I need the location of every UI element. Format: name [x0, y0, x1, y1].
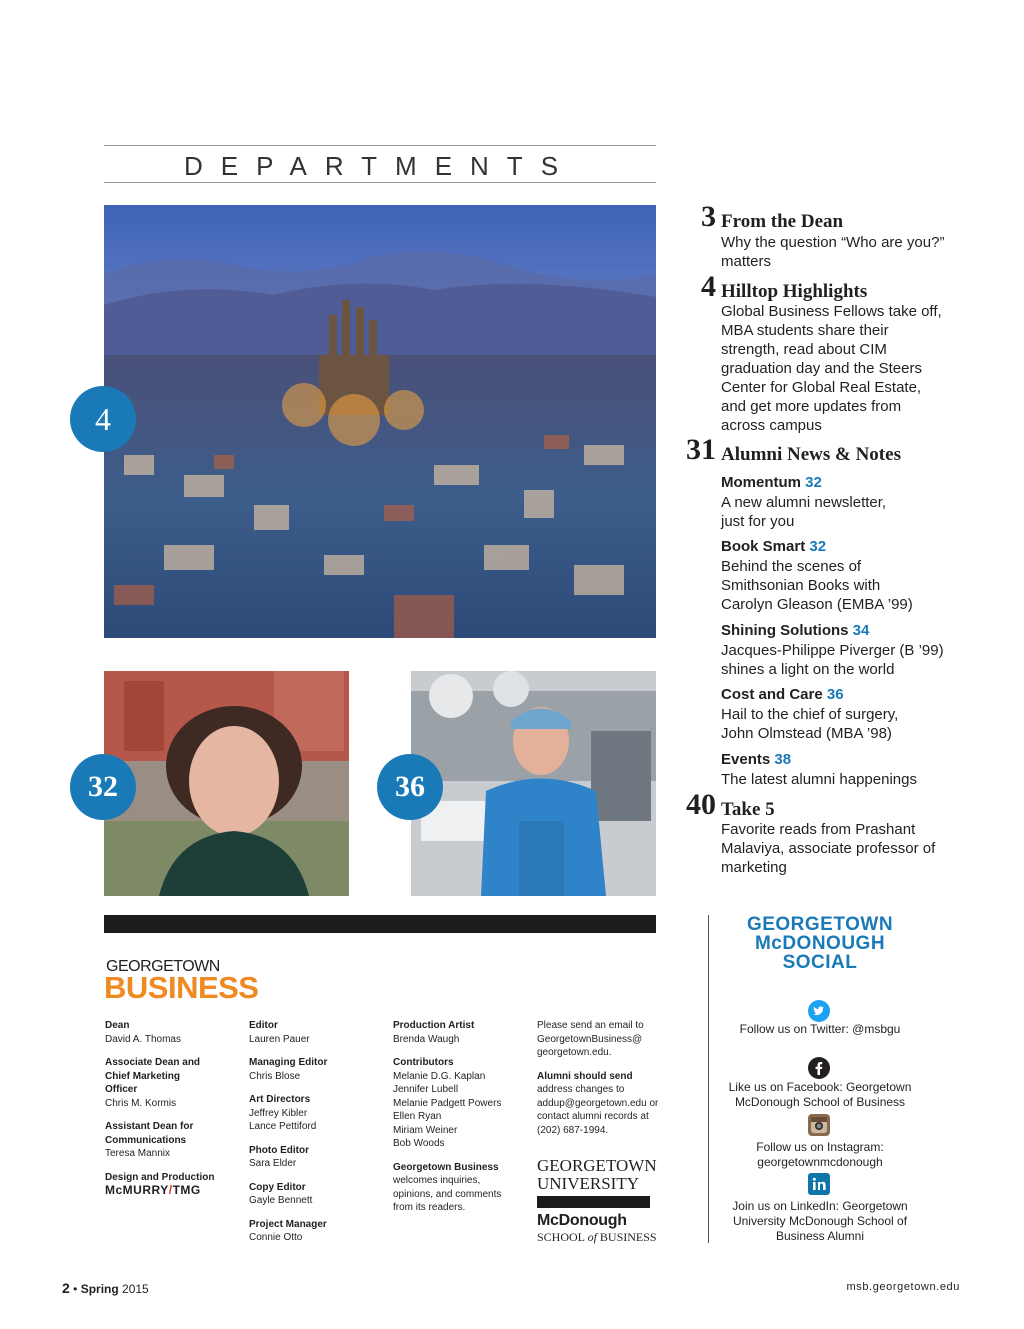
gu-logo-line1: GEORGETOWN	[537, 1156, 657, 1175]
masthead-name: Melanie Padgett Powers	[393, 1097, 502, 1109]
website-url: msb.georgetown.edu	[846, 1281, 960, 1293]
alumni-item-title: Momentum 32	[721, 474, 822, 491]
divider-bar	[104, 915, 656, 933]
section-title: DEPARTMENTS	[183, 151, 577, 181]
masthead-name: Connie Otto	[249, 1232, 303, 1243]
gu-logo-bar	[537, 1196, 650, 1208]
page-folio: 2 • Spring 2015	[62, 1280, 149, 1296]
masthead-role: Dean	[105, 1020, 130, 1031]
masthead-name: Jennifer Lubell	[393, 1084, 459, 1095]
toc-title: Alumni News & Notes	[721, 444, 901, 465]
alumni-item-title: Cost and Care 36	[721, 686, 844, 703]
instagram-icon[interactable]	[808, 1114, 830, 1136]
alumni-item-description: A new alumni newsletter, just for you	[721, 494, 887, 530]
social-title: GEORGETOWN McDONOUGH SOCIAL	[746, 914, 894, 973]
masthead-name: Bob Woods	[393, 1138, 445, 1149]
toc-description: Global Business Fellows take off, MBA students share their strength, read about CIM graduation day and the Steers Center for Global Real Estate, and get more updates from across campus	[721, 303, 942, 434]
toc-number: 4	[701, 270, 716, 303]
masthead-name: Chris Blose	[249, 1070, 301, 1082]
alumni-item-description: Hail to the chief of surgery, John Olmstead (MBA ’98)	[721, 706, 899, 742]
masthead-column-1	[105, 1019, 245, 1198]
masthead-note-heading: Georgetown Business	[393, 1161, 499, 1173]
masthead-column-2	[249, 1019, 389, 1245]
masthead-column-4	[537, 1019, 662, 1137]
page-badge-36: 36	[377, 754, 443, 820]
masthead-name: Jeffrey Kibler	[249, 1107, 308, 1119]
barcelona-photo	[104, 205, 656, 638]
masthead-name: Brenda Waugh	[393, 1033, 460, 1045]
toc-description: Favorite reads from Prashant Malaviya, associate professor of marketing	[721, 821, 936, 876]
gu-logo-line2: UNIVERSITY	[537, 1174, 639, 1193]
bottom-rule	[104, 182, 656, 183]
alumni-item-description: Behind the scenes of Smithsonian Books with Carolyn Gleason (EMBA ’99)	[721, 558, 913, 613]
masthead-role: Associate Dean and Chief Marketing Officer	[105, 1057, 201, 1095]
masthead-column-3	[393, 1019, 518, 1215]
masthead-role: Art Directors	[249, 1094, 311, 1105]
masthead-role: Design and Production	[105, 1171, 215, 1183]
masthead-role: Assistant Dean for Communications	[105, 1121, 194, 1146]
linkedin-icon[interactable]	[808, 1173, 830, 1195]
alumni-item-title: Events 38	[721, 751, 792, 768]
toc-description: Why the question “Who are you?” matters	[721, 234, 945, 270]
alumni-item-title: Book Smart 32	[721, 538, 827, 555]
top-rule	[104, 145, 656, 146]
masthead-note: welcomes inquiries, opinions, and comments from its readers.	[393, 1175, 502, 1213]
twitter-icon[interactable]	[808, 1000, 830, 1022]
contact-note-heading: Alumni should send	[537, 1070, 633, 1082]
toc-title: Hilltop Highlights	[721, 281, 868, 302]
masthead-role: Editor	[249, 1020, 278, 1031]
mcmurry-tmg-logo: McMURRY/TMG	[105, 1183, 201, 1197]
page-badge-4: 4	[70, 386, 136, 452]
masthead-role: Managing Editor	[249, 1057, 328, 1068]
masthead-role: Contributors	[393, 1057, 454, 1068]
masthead-role: Production Artist	[393, 1020, 475, 1031]
masthead-name: Melanie D.G. Kaplan	[393, 1070, 486, 1082]
alumni-item-description: Jacques-Philippe Piverger (B ’99) shines a light on the world	[721, 642, 944, 678]
masthead-name: Teresa Mannix	[105, 1148, 171, 1159]
instagram-text: Follow us on Instagram: georgetownmcdonough	[756, 1140, 884, 1169]
magazine-logo-top: GEORGETOWN	[106, 958, 220, 975]
facebook-icon[interactable]	[808, 1057, 830, 1079]
masthead-name: Ellen Ryan	[393, 1111, 442, 1122]
contact-note: Please send an email to GeorgetownBusiness@ georgetown.edu.	[537, 1020, 644, 1058]
linkedin-text: Join us on LinkedIn: Georgetown University McDonough School of Business Alumni	[732, 1199, 908, 1243]
masthead-name: Lauren Pauer	[249, 1033, 310, 1045]
masthead-name: Gayle Bennett	[249, 1195, 313, 1206]
alumni-item-description: The latest alumni happenings	[721, 771, 917, 788]
toc-number: 3	[701, 200, 716, 233]
magazine-logo-bottom: BUSINESS	[104, 970, 259, 1005]
toc-number: 31	[686, 433, 716, 466]
john-olmstead-photo	[411, 671, 656, 896]
toc-number: 40	[686, 788, 716, 821]
facebook-text: Like us on Facebook: Georgetown McDonough School of Business	[728, 1080, 912, 1109]
toc-title: From the Dean	[721, 211, 844, 232]
alumni-item-title: Shining Solutions 34	[721, 622, 870, 639]
contact-note: address changes to addup@georgetown.edu or contact alumni records at (202) 687-1994.	[537, 1084, 659, 1136]
page-badge-32: 32	[70, 754, 136, 820]
masthead-name: Miriam Weiner	[393, 1124, 458, 1136]
masthead-role: Copy Editor	[249, 1181, 306, 1193]
masthead-name: Sara Elder	[249, 1158, 297, 1169]
masthead-name: Chris M. Kormis	[105, 1097, 177, 1109]
toc-title: Take 5	[721, 799, 775, 820]
masthead-role: Photo Editor	[249, 1144, 309, 1156]
gu-logo-line3: McDonough	[537, 1212, 627, 1229]
twitter-text: Follow us on Twitter: @msbgu	[739, 1022, 901, 1036]
masthead-name: Lance Pettiford	[249, 1121, 317, 1132]
masthead-role: Project Manager	[249, 1218, 327, 1230]
gu-logo-line4: SCHOOL of BUSINESS	[537, 1230, 657, 1244]
social-divider	[708, 915, 709, 1243]
masthead-name: David A. Thomas	[105, 1033, 181, 1045]
carolyn-gleason-photo	[104, 671, 349, 896]
